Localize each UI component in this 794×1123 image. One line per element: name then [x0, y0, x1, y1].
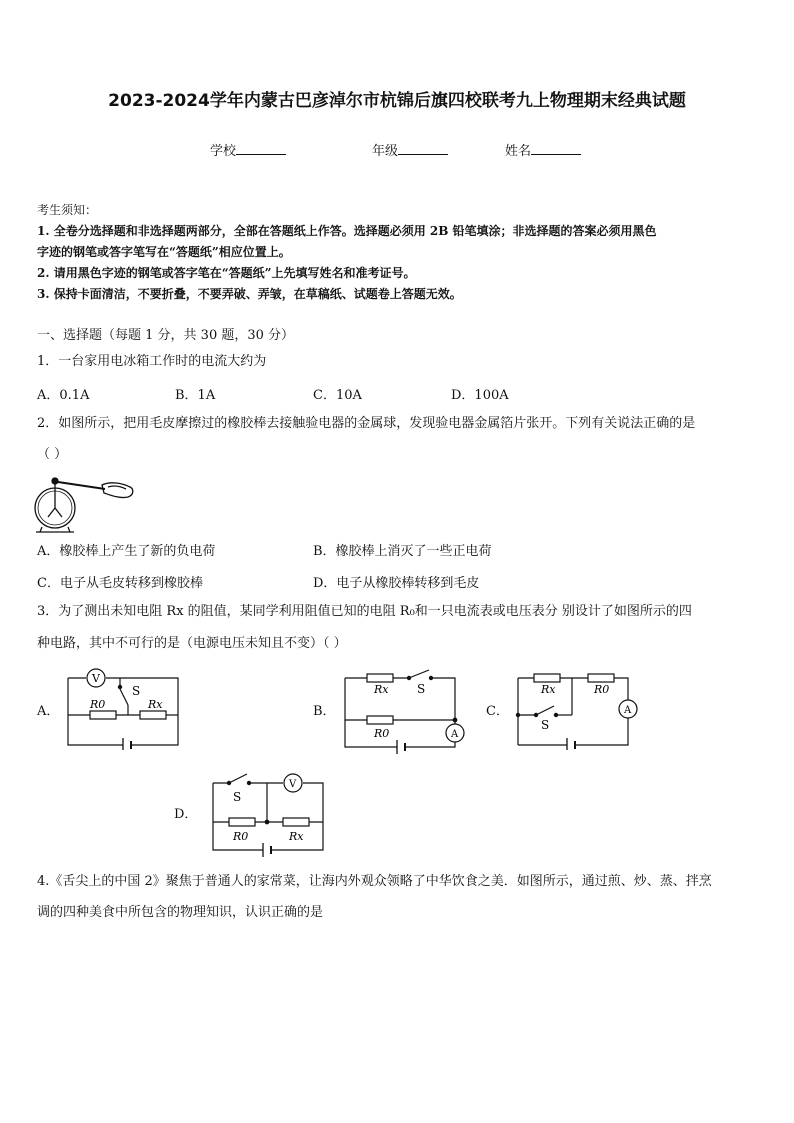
switch-label-b: S — [417, 682, 426, 696]
switch-label-d: S — [233, 790, 242, 804]
ammeter-label-c: A — [624, 705, 632, 716]
question-3-stem-line-2: 种电路，其中不可行的是（电源电压未知且不变）（ ） — [37, 636, 347, 651]
switch-b — [409, 670, 429, 678]
school-blank[interactable] — [236, 142, 286, 155]
resistor-r0-b — [367, 716, 393, 724]
q2-option-d[interactable]: D．电子从橡胶棒转移到毛皮 — [313, 576, 480, 591]
switch-label-c: S — [541, 718, 550, 732]
q2-option-c[interactable]: C．电子从毛皮转移到橡胶棒 — [37, 576, 203, 591]
ammeter-label-b: A — [451, 729, 459, 740]
switch-d — [229, 774, 247, 783]
r0-label-b: R0 — [374, 727, 390, 740]
resistor-rx-d — [283, 818, 309, 826]
question-2-options-row-1 — [37, 540, 757, 560]
voltmeter-label-a: V — [92, 672, 100, 685]
circuit-a — [60, 665, 185, 750]
notice-item-1-line-2: 字迹的钢笔或答字笔写在“答题纸”相应位置上。 — [37, 245, 291, 259]
resistor-r0-c — [588, 674, 614, 682]
question-3-stem-line-1: 3．为了测出未知电阻 Rx 的阻值，某同学利用阻值已知的电阻 R₀和一只电流表或电压表分 别设计了如图所示的四 — [37, 604, 692, 619]
circuit-c — [510, 665, 645, 750]
q1-option-a[interactable]: A．0.1A — [37, 388, 90, 403]
question-4-stem-line-2: 调的四种美食中所包含的物理知识，认识正确的是 — [37, 905, 324, 920]
resistor-r0-a — [90, 711, 116, 719]
q3-option-c-label[interactable]: C． — [486, 704, 509, 719]
switch-label-a: S — [132, 684, 141, 698]
name-blank[interactable] — [531, 142, 581, 155]
rx-label-b: Rx — [374, 683, 389, 696]
hand — [102, 483, 133, 498]
resistor-rx-a — [140, 711, 166, 719]
notice-item-1-line-1: 1. 全卷分选择题和非选择题两部分，全部在答题纸上作答。选择题必须用 2B 铅笔填涂；非选择题的答案必须用黑色 — [37, 224, 657, 238]
q3-option-b-label[interactable]: B． — [313, 704, 336, 719]
circuit-b — [337, 665, 467, 755]
notice-item-3: 3. 保持卡面清洁，不要折叠，不要弄破、弄皱，在草稿纸、试题卷上答题无效。 — [37, 287, 462, 301]
question-4-stem-line-1: 4.《舌尖上的中国 2》聚焦于普通人的家常菜，让海内外观众领略了中华饮食之美．如图所示，通过煎、炒、蒸、拌烹 — [37, 874, 712, 889]
grade-blank[interactable] — [398, 142, 448, 155]
question-2-stem-line-2: （ ） — [37, 447, 68, 462]
circuit-d — [205, 770, 330, 862]
question-2-stem-line-1: 2．如图所示，把用毛皮摩擦过的橡胶棒去接触验电器的金属球，发现验电器金属箔片张开。下列有关说法正确的是 — [37, 416, 696, 431]
q2-option-b[interactable]: B．橡胶棒上消灭了一些正电荷 — [313, 544, 492, 559]
grade-field[interactable] — [372, 140, 448, 159]
resistor-rx-c — [534, 674, 560, 682]
electroscope-figure — [30, 475, 140, 533]
grade-label: 年级 — [372, 144, 399, 159]
r0-label-a: R0 — [90, 698, 106, 711]
voltmeter-label-d: V — [289, 779, 297, 790]
notice-item-2: 2. 请用黑色字迹的钢笔或答字笔在“答题纸”上先填写姓名和准考证号。 — [37, 266, 416, 280]
notice-heading: 考生须知： — [37, 203, 98, 217]
q1-option-d[interactable]: D．100A — [451, 388, 509, 403]
rx-label-c: Rx — [541, 683, 556, 696]
school-field[interactable] — [210, 140, 286, 159]
question-1-stem: 1．一台家用电冰箱工作时的电流大约为 — [37, 354, 267, 369]
resistor-r0-d — [229, 818, 255, 826]
question-1-options — [37, 384, 757, 404]
r0-label-c: R0 — [594, 683, 610, 696]
question-2-options-row-2 — [37, 572, 757, 592]
switch-c — [536, 706, 554, 715]
rx-label-a: Rx — [148, 698, 163, 711]
q3-option-d-label[interactable]: D． — [174, 807, 198, 822]
section-heading: 一、选择题（每题 1 分，共 30 题，30 分） — [37, 328, 295, 343]
rx-label-d: Rx — [289, 830, 304, 843]
q2-option-a[interactable]: A．橡胶棒上产生了新的负电荷 — [37, 544, 216, 559]
q3-option-a-label[interactable]: A． — [37, 704, 60, 719]
metal-ball — [52, 478, 58, 484]
name-field[interactable] — [505, 140, 581, 159]
q1-option-c[interactable]: C．10A — [313, 388, 362, 403]
name-label: 姓名 — [505, 144, 532, 159]
exam-title: 2023-2024学年内蒙古巴彦淖尔市杭锦后旗四校联考九上物理期末经典试题 — [108, 91, 686, 111]
r0-label-d: R0 — [233, 830, 249, 843]
resistor-rx-b — [367, 674, 393, 682]
rubber-rod — [58, 482, 105, 489]
school-label: 学校 — [210, 144, 237, 159]
q1-option-b[interactable]: B．1A — [175, 388, 216, 403]
